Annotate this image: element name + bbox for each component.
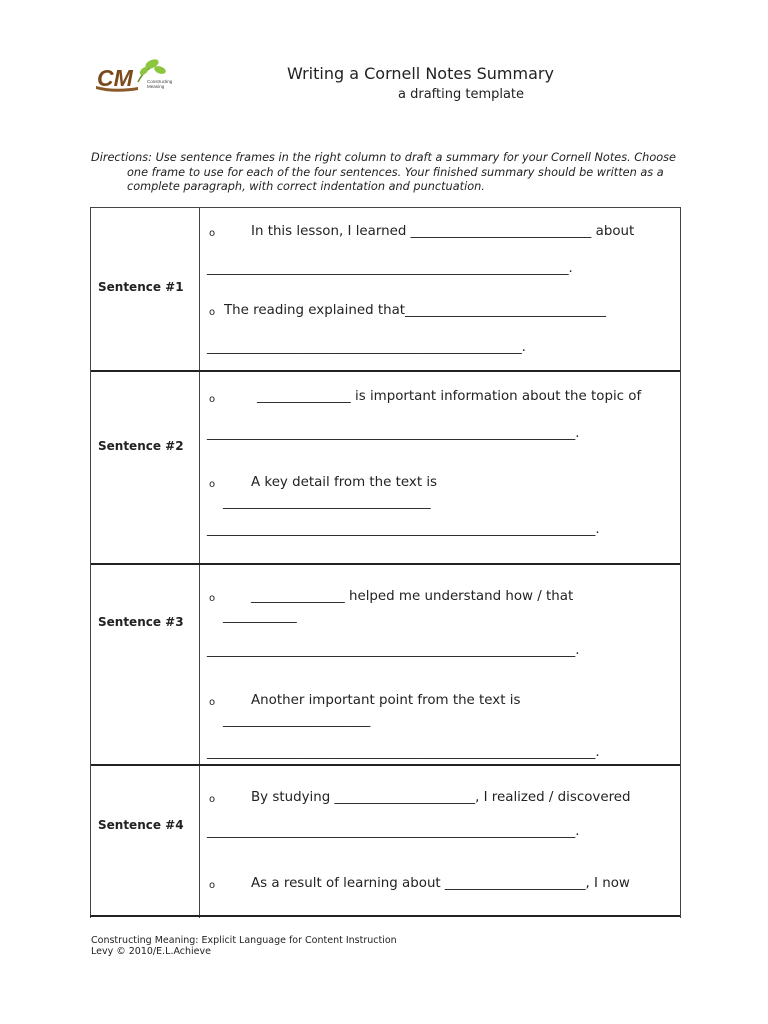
sentence-frames-table (90, 207, 681, 918)
frame-line: _______________________________________________________. (207, 643, 580, 658)
table-bottom-border (90, 915, 680, 917)
directions (91, 151, 681, 195)
frame-line: By studying _____________________, I realized / discovered (251, 790, 631, 805)
bullet: o (209, 479, 216, 490)
frame-line: As a result of learning about _____________________, I now (251, 876, 630, 891)
bullet: o (209, 794, 216, 805)
frame-line: A key detail from the text is (251, 475, 438, 490)
table-row (91, 370, 680, 565)
table-row (91, 764, 680, 920)
directions-line-1: Directions: Use sentence frames in the right column to draft a summary for your Cornell Notes. Choose (91, 151, 676, 164)
frame-line: ______________________ (223, 713, 371, 728)
footer-line-1: Constructing Meaning: Explicit Language for Content Instruction (91, 935, 397, 946)
constructing-meaning-logo (94, 58, 176, 94)
bullet: o (209, 394, 216, 405)
frame-line: __________________________________________________________. (207, 522, 600, 537)
frame-line: _______________________________________________. (207, 340, 526, 355)
bullet: o (209, 307, 216, 318)
frame-line: In this lesson, I learned ___________________________ about (251, 224, 635, 239)
bullet: o (209, 228, 216, 239)
sentence-1-label: Sentence #1 (98, 280, 184, 294)
bullet: o (209, 697, 216, 708)
frame-line: ______________________________________________________. (207, 261, 573, 276)
page-title: Writing a Cornell Notes Summary (287, 64, 554, 83)
svg-text:Constructing: Constructing (147, 79, 173, 84)
frame-line: _______________________________________________________. (207, 426, 580, 441)
sentence-2-label: Sentence #2 (98, 439, 184, 453)
frame-line: ______________ is important information about the topic of (257, 389, 642, 404)
frame-line: The reading explained that______________________________ (224, 303, 606, 318)
table-row (91, 207, 680, 371)
bullet: o (209, 880, 216, 891)
svg-text:Meaning: Meaning (147, 84, 165, 89)
frame-line: __________________________________________________________. (207, 745, 600, 760)
directions-line-2: one frame to use for each of the four sentences. Your finished summary should be written as a (127, 165, 664, 179)
sentence-3-label: Sentence #3 (98, 615, 184, 629)
frame-line: ______________ helped me understand how / that (251, 589, 574, 604)
bullet: o (209, 593, 216, 604)
frame-line: _______________________________ (223, 495, 431, 510)
frame-line: ___________ (223, 609, 297, 624)
directions-line-3: complete paragraph, with correct indentation and punctuation. (127, 180, 485, 193)
footer-line-2: Levy © 2010/E.L.Achieve (91, 946, 211, 957)
frame-line: Another important point from the text is (251, 693, 521, 708)
table-row (91, 563, 680, 766)
sentence-4-label: Sentence #4 (98, 818, 184, 832)
page-subtitle: a drafting template (398, 87, 525, 102)
footer (91, 935, 397, 957)
frame-line: _______________________________________________________. (207, 824, 580, 839)
svg-text:CM: CM (97, 65, 133, 91)
